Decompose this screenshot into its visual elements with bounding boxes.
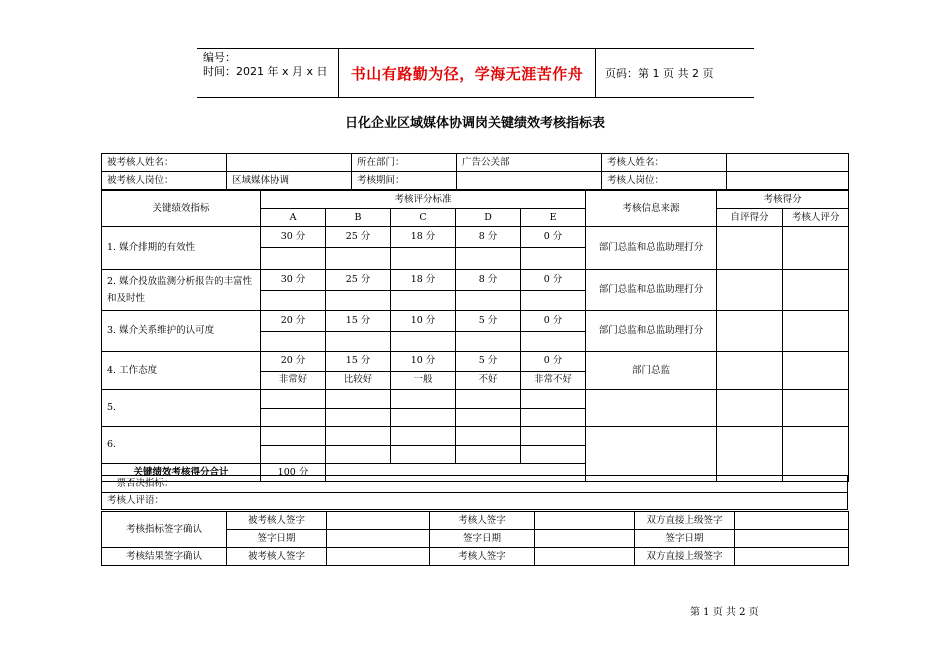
score-cell: 30 分 (261, 227, 326, 248)
blank-cell (521, 247, 586, 269)
score-cell: 15 分 (326, 352, 391, 372)
examiner-sign-label: 考核人签字 (430, 548, 535, 566)
kpi-name: 4. 工作态度 (102, 352, 261, 390)
date-field[interactable] (327, 530, 430, 548)
info-source: 部门总监和总监助理打分 (586, 270, 717, 311)
blank-cell (326, 247, 391, 269)
info-table (101, 153, 849, 190)
kpi-table (101, 190, 849, 482)
superior-sign-label: 双方直接上级签字 (635, 548, 735, 566)
source-header: 考核信息来源 (586, 191, 717, 227)
blank-cell (391, 445, 456, 464)
blank-cell (326, 291, 391, 311)
blank-cell (456, 390, 521, 409)
department-label: 所在部门： (352, 154, 457, 172)
kpi-name: 2. 媒介投放监测分析报告的丰富性和及时性 (102, 270, 261, 311)
examiner-sign-field[interactable] (535, 548, 635, 566)
score-cell: 25 分 (326, 227, 391, 248)
table-row (102, 311, 849, 332)
table-row (102, 390, 849, 409)
blank-cell (326, 390, 391, 409)
score-header: 考核得分 (717, 191, 849, 209)
score-cell: 20 分 (261, 311, 326, 332)
indicator-confirm-label: 考核指标签字确认 (102, 512, 227, 548)
department-value: 广告公关部 (457, 154, 602, 172)
examiner-score-field[interactable] (783, 390, 849, 427)
blank-cell (521, 408, 586, 427)
page-header (197, 48, 754, 98)
examinee-sign-field[interactable] (327, 512, 430, 530)
blank-cell (326, 408, 391, 427)
examinee-name-label: 被考核人姓名： (102, 154, 227, 172)
period-label: 考核期间： (352, 172, 457, 190)
blank-cell (261, 408, 326, 427)
superior-sign-field[interactable] (735, 512, 849, 530)
header-meta (203, 51, 328, 79)
grade-a: A (261, 209, 326, 227)
examiner-score-field[interactable] (783, 227, 849, 270)
blank-cell (391, 408, 456, 427)
blank-cell (261, 427, 326, 446)
comment-label: 考核人评语： (102, 493, 848, 510)
blank-cell (391, 247, 456, 269)
self-score-field[interactable] (717, 390, 783, 427)
score-cell: 8 分 (456, 227, 521, 248)
veto-label: 一票否决指标： (102, 476, 848, 493)
level-cell: 比较好 (326, 371, 391, 390)
examinee-name-field[interactable] (227, 154, 352, 172)
examiner-score-header: 考核人评分 (783, 209, 849, 227)
examinee-post-label: 被考核人岗位： (102, 172, 227, 190)
examinee-sign-field[interactable] (327, 548, 430, 566)
superior-sign-label: 双方直接上级签字 (635, 512, 735, 530)
blank-cell (261, 445, 326, 464)
date-field[interactable] (535, 530, 635, 548)
examiner-post-field[interactable] (727, 172, 849, 190)
examiner-name-field[interactable] (727, 154, 849, 172)
info-source: 部门总监和总监助理打分 (586, 311, 717, 352)
self-score-field[interactable] (717, 427, 783, 482)
score-cell: 8 分 (456, 270, 521, 291)
result-confirm-label: 考核结果签字确认 (102, 548, 227, 566)
kpi-header: 关键绩效指标 (102, 191, 261, 227)
score-cell: 18 分 (391, 270, 456, 291)
blank-cell (261, 332, 326, 352)
date-label: 签字日期 (635, 530, 735, 548)
score-cell: 5 分 (456, 311, 521, 332)
superior-sign-field[interactable] (735, 548, 849, 566)
examinee-post-value: 区域媒体协调 (227, 172, 352, 190)
blank-cell (326, 427, 391, 446)
grade-b: B (326, 209, 391, 227)
total-value: 100 分 (261, 464, 326, 482)
score-cell: 0 分 (521, 227, 586, 248)
examiner-score-field[interactable] (783, 311, 849, 352)
total-label: 关键绩效考核得分合计 (102, 464, 261, 482)
examiner-name-label: 考核人姓名： (602, 154, 727, 172)
score-cell: 30 分 (261, 270, 326, 291)
level-cell: 非常好 (261, 371, 326, 390)
signoff-table (101, 511, 849, 566)
blank-cell (326, 332, 391, 352)
page-label: 页码：第 1 页 共 2 页 (605, 67, 714, 80)
level-cell: 非常不好 (521, 371, 586, 390)
score-cell: 0 分 (521, 311, 586, 332)
grade-d: D (456, 209, 521, 227)
self-score-field[interactable] (717, 270, 783, 311)
table-row (102, 352, 849, 372)
criteria-header: 考核评分标准 (261, 191, 586, 209)
level-cell: 不好 (456, 371, 521, 390)
blank-cell (521, 332, 586, 352)
date-label: 签字日期 (227, 530, 327, 548)
examiner-score-field[interactable] (783, 270, 849, 311)
blank-cell (456, 445, 521, 464)
blank-cell (521, 291, 586, 311)
blank-cell (391, 390, 456, 409)
self-score-header: 自评得分 (717, 209, 783, 227)
comment-table (101, 475, 848, 510)
score-cell: 10 分 (391, 352, 456, 372)
level-cell: 一般 (391, 371, 456, 390)
examiner-post-label: 考核人岗位： (602, 172, 727, 190)
score-cell: 5 分 (456, 352, 521, 372)
blank-cell (391, 427, 456, 446)
motto: 书山有路勤为径，学海无涯苦作舟 (338, 49, 596, 97)
score-cell: 10 分 (391, 311, 456, 332)
blank-cell (261, 247, 326, 269)
table-row (102, 270, 849, 291)
blank-cell (261, 390, 326, 409)
blank-cell (456, 408, 521, 427)
info-source (586, 390, 717, 427)
info-source: 部门总监 (586, 352, 717, 390)
date-label: 签字日期 (430, 530, 535, 548)
table-row (102, 427, 849, 446)
time-label: 时间：2021 年 x 月 x 日 (203, 65, 328, 78)
self-score-field[interactable] (717, 352, 783, 390)
examiner-score-field[interactable] (783, 427, 849, 482)
blank-cell (326, 445, 391, 464)
blank-cell (521, 427, 586, 446)
table-row (102, 227, 849, 248)
kpi-name: 3. 媒介关系维护的认可度 (102, 311, 261, 352)
grade-e: E (521, 209, 586, 227)
period-field[interactable] (457, 172, 602, 190)
document-title: 日化企业区域媒体协调岗关键绩效考核指标表 (344, 116, 605, 131)
score-cell: 0 分 (521, 352, 586, 372)
code-label: 编号： (203, 51, 236, 64)
blank-cell (521, 390, 586, 409)
kpi-name: 6. (102, 427, 261, 464)
blank-cell (391, 291, 456, 311)
kpi-name: 1. 媒介排期的有效性 (102, 227, 261, 270)
examiner-sign-field[interactable] (535, 512, 635, 530)
kpi-name: 5. (102, 390, 261, 427)
page-footer: 第 1 页 共 2 页 (690, 607, 759, 618)
blank-cell (456, 332, 521, 352)
grade-c: C (391, 209, 456, 227)
self-score-field[interactable] (717, 227, 783, 270)
score-cell: 0 分 (521, 270, 586, 291)
score-cell: 15 分 (326, 311, 391, 332)
info-source: 部门总监和总监助理打分 (586, 227, 717, 270)
examinee-sign-label: 被考核人签字 (227, 548, 327, 566)
date-field[interactable] (735, 530, 849, 548)
examiner-score-field[interactable] (783, 352, 849, 390)
blank-cell (456, 291, 521, 311)
score-cell: 20 分 (261, 352, 326, 372)
blank-cell (521, 445, 586, 464)
score-cell: 25 分 (326, 270, 391, 291)
score-cell: 18 分 (391, 227, 456, 248)
blank-cell (456, 427, 521, 446)
blank-cell (456, 247, 521, 269)
info-source (586, 427, 717, 482)
self-score-field[interactable] (717, 311, 783, 352)
examinee-sign-label: 被考核人签字 (227, 512, 327, 530)
examiner-sign-label: 考核人签字 (430, 512, 535, 530)
blank-cell (391, 332, 456, 352)
blank-cell (261, 291, 326, 311)
